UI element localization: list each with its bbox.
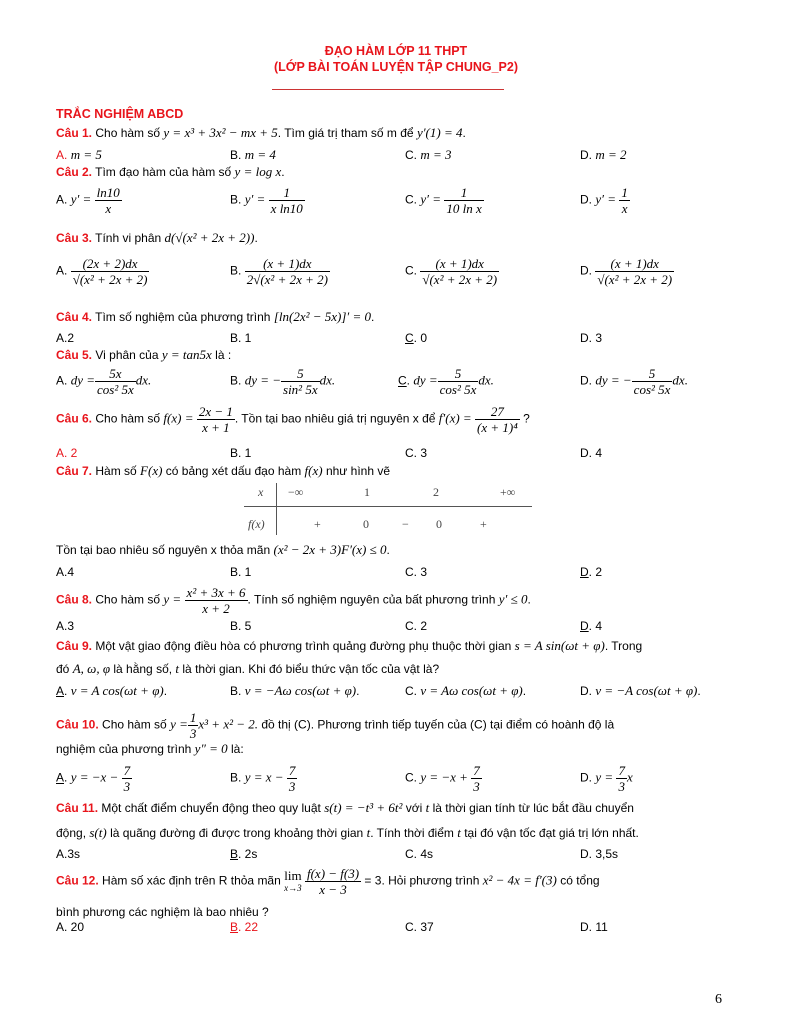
q10-text2: đồ thị (C). Phương trình tiếp tuyến của (C) tại điểm có hoành độ là [261,717,615,732]
q12-text3: có tổng [560,873,600,888]
q1-option-b[interactable] [230,147,276,163]
question-8 [56,585,531,616]
q6-label: Câu 6. [56,411,93,426]
q8-d-letter: D [580,619,589,633]
q10-line2f: y″ = 0 [194,741,228,756]
q11-label: Câu 11. [56,801,99,815]
sign-table-fx-label: f(x) [248,517,265,531]
q10-a-den: 3 [123,779,131,794]
q3-b-fraction [245,256,330,287]
q1-a-value: m = 5 [70,147,102,162]
q2-end: . [281,165,285,179]
q5-c-dot: . [406,373,411,388]
q10-text: Cho hàm số [102,717,167,732]
q9-d-value: v = −A cos(ωt + φ) [595,683,698,698]
q3-d-fraction [595,256,674,287]
q10-b-pre: y = x − [244,769,284,785]
q1-formula2: y′(1) = 4 [416,125,463,140]
q4-option-c[interactable] [405,331,427,345]
sign-table-x-label: x [258,485,264,499]
q8-end: . [527,592,531,607]
page-number: 6 [715,992,722,1007]
q2-c-num: 1 [444,185,483,201]
q3-b-letter: B. [230,263,242,278]
q11-b-rest: . 2s [238,847,258,861]
q5-d-num: 5 [632,366,673,382]
q10-d-fraction [616,763,627,794]
q3-end: . [254,231,258,245]
q1-option-a[interactable] [56,147,102,163]
q8-d-rest: . 4 [588,619,603,633]
q10-option-d[interactable] [580,763,633,794]
q6-f-num: 2x − 1 [198,404,233,419]
sign-table-x-3: +∞ [500,485,516,499]
sign-table-x-0: −∞ [288,485,304,499]
q5-b-fraction [281,366,320,397]
q8-num: x² + 3x + 6 [186,585,246,600]
q12-den: x − 3 [319,882,347,897]
q5-text2: là : [215,348,232,362]
q7-formula: (x² − 2x + 3)F′(x) ≤ 0 [273,542,387,557]
question-4 [56,309,374,325]
q12-lim: lim [284,867,302,883]
q3-option-d[interactable] [580,256,674,287]
question-3 [56,230,258,246]
q5-a-num: 5x [95,366,136,382]
q2-option-b[interactable] [230,185,305,216]
q5-c-pre: dy = [413,372,438,388]
q11-text: Một chất điểm chuyển động theo quy luật [101,801,321,815]
q5-a-post: dx. [135,372,152,388]
q12-b-rest: . 22 [238,920,259,934]
q12-option-c[interactable]: C. 37 [405,920,434,934]
q12-option-a[interactable]: A. 20 [56,920,85,934]
q1-a-letter: A. [56,148,68,162]
q9-a-letter: A [56,684,65,698]
q8-label: Câu 8. [56,592,93,607]
q5-d-letter: D. [580,373,592,388]
q11-line2d: tại đó vận tốc đạt giá trị lớn nhất. [464,826,639,840]
q9-c-letter: C. [405,684,417,698]
q8-option-d[interactable] [580,619,602,633]
q9-line2a: đó [56,662,70,676]
q9-c-end: . [522,684,527,698]
q2-formula: y = log x [234,164,282,179]
q3-a-den: √(x² + 2x + 2) [72,272,148,287]
q3-option-c[interactable] [405,256,499,287]
q5-b-pre: dy = − [244,372,282,388]
q8-fraction [185,585,248,616]
title-divider [272,89,504,90]
q12-label: Câu 12. [56,873,99,888]
q5-d-fraction [632,366,673,397]
q3-a-fraction [71,256,150,287]
q11-line2a: động, [56,826,87,840]
q10-a-num: 7 [123,763,131,778]
sign-table-hline [244,506,532,507]
q9-line2f: A, ω, φ [72,661,111,676]
q8-text: Cho hàm số [95,592,161,607]
question-2 [56,164,285,180]
q7-option-a[interactable]: A.4 [56,565,75,579]
q6-text2: . Tồn tại bao nhiêu giá trị nguyên x để [234,411,436,426]
q4-text: Tìm số nghiệm của phương trình [95,310,271,324]
q7-end: . [386,543,390,557]
q6-end: ? [523,411,530,426]
q5-d-pre: dy = − [595,372,632,388]
q4-label: Câu 4. [56,310,93,324]
q12-num: f(x) − f(3) [306,866,360,881]
q1-c-value: m = 3 [420,147,452,162]
q10-d-num: 7 [618,763,625,778]
q6-option-d[interactable]: D. 4 [580,446,603,460]
q10-a-pre: y = −x − [70,769,119,785]
q1-c-letter: C. [405,148,417,162]
q6-g-num: 27 [475,404,520,420]
q6-f-fraction [197,404,235,435]
q11-formula: s(t) = −t³ + 6t² [324,800,403,815]
q10-f-fraction [188,710,199,741]
q1-d-value: m = 2 [595,147,627,162]
q11-b-letter: B [230,847,239,861]
q8-option-b[interactable]: B. 5 [230,619,252,633]
q1-label: Câu 1. [56,126,93,140]
q10-a-fraction [122,763,133,794]
q11-line2t2: t [457,825,461,840]
q10-d-letter: D. [580,770,592,785]
q5-text: Vi phân của [95,348,159,362]
q8-text2: . Tính số nghiệm nguyên của bất phương trình [247,592,496,607]
q5-d-den: cos² 5x [633,382,671,397]
q10-b-letter: B. [230,770,242,785]
q2-a-fraction [95,185,122,216]
q5-d-post: dx. [672,372,688,388]
q3-a-letter: A. [56,263,68,278]
q3-label: Câu 3. [56,231,93,245]
q10-c-num: 7 [473,763,480,778]
q9-line2b: là hằng số, [113,662,173,676]
q10-line2: nghiệm của phương trình [56,742,192,756]
q11-line2t: t [366,825,371,840]
q9-line2c: là thời gian. Khi đó biểu thức vận tốc của vật là? [182,662,440,676]
q5-option-a[interactable] [56,366,151,397]
q10-d-pre: y = [595,769,614,785]
q3-d-num: (x + 1)dx [595,256,674,272]
q7-fx: F(x) [140,463,163,478]
q5-option-d[interactable] [580,366,688,397]
q7-label: Câu 7. [56,464,93,478]
q9-c-value: v = Aω cos(ωt + φ) [420,683,523,698]
q8-lhs: y = [163,591,182,607]
q5-b-num: 5 [281,366,320,382]
q9-text2: . Trong [604,639,643,653]
q3-text: Tính vi phân [95,231,162,245]
q10-f-pre: y = [170,716,188,732]
q3-c-num: (x + 1)dx [420,256,499,272]
q6-g-lhs: f′(x) = [438,410,472,426]
question-7-line2 [56,542,390,558]
question-10-line2 [56,741,244,757]
q5-c-letter: C [398,373,407,388]
q2-b-fraction [269,185,305,216]
q10-b-num: 7 [288,763,296,778]
q2-c-fraction [444,185,483,216]
q5-b-letter: B. [230,373,242,388]
q3-formula: d(√(x² + 2x + 2)) [164,230,255,245]
q4-c-rest: . 0 [413,331,428,345]
q10-a-dot: . [64,770,68,785]
q2-d-letter: D. [580,192,592,207]
q2-b-den: x ln10 [270,201,303,216]
sign-table-sign-2: − [402,517,409,531]
q11-option-b[interactable] [230,847,257,861]
question-1 [56,125,466,141]
q9-d-letter: D. [580,684,592,698]
q4-option-b[interactable]: B. 1 [230,331,252,345]
q1-text: Cho hàm số [95,126,161,140]
doc-subtitle: (LỚP BÀI TOÁN LUYỆN TẬP CHUNG_P2) [273,60,519,74]
q8-den: x + 2 [202,601,230,616]
q9-a-value: v = A cos(ωt + φ) [70,683,164,698]
q9-b-letter: B. [230,684,242,698]
q5-option-c[interactable] [398,366,494,397]
q3-d-letter: D. [580,263,592,278]
q2-b-letter: B. [230,192,242,207]
q11-text3: là thời gian tính từ lúc bắt đầu chuyển [432,801,634,815]
q2-b-lhs: y′ = [244,191,266,207]
q4-option-a[interactable]: A.2 [56,331,75,345]
q9-d-end: . [697,684,701,698]
q10-option-c[interactable] [405,763,482,794]
q5-c-fraction [438,366,479,397]
q10-c-letter: C. [405,770,417,785]
q5-c-den: cos² 5x [439,382,477,397]
q10-f-post: x³ + x² − 2. [198,716,259,732]
q5-b-post: dx. [319,372,336,388]
sign-table-x-1: 1 [364,485,370,499]
q5-a-fraction [95,366,136,397]
q7-fx2: f(x) [304,463,323,478]
q9-option-a[interactable] [56,683,167,699]
q3-d-den: √(x² + 2x + 2) [597,272,673,287]
q7-text: Hàm số [95,464,137,478]
q2-d-lhs: y′ = [595,191,616,207]
q12-lim-sub: x→3 [284,882,302,893]
question-12-line2: bình phương các nghiệm là bao nhiêu ? [56,905,269,919]
q9-option-c[interactable] [405,683,526,699]
q11-option-c[interactable]: C. 4s [405,847,434,861]
q9-formula: s = A sin(ωt + φ) [514,638,605,653]
q7-d-letter: D [580,565,589,579]
q2-c-lhs: y′ = [420,191,441,207]
q12-text2: = 3. Hỏi phương trình [364,873,480,888]
question-5 [56,347,231,363]
q11-line2b: là quãng đường đi được trong khoảng thời gian [110,826,364,840]
q1-b-letter: B. [230,148,242,162]
q10-c-fraction [471,763,482,794]
sign-table-sign-3: 0 [436,517,442,531]
sign-table-sign-1: 0 [363,517,369,531]
section-heading: TRẮC NGHIỆM ABCD [56,107,184,121]
q4-c-letter: C [405,331,414,345]
q1-b-value: m = 4 [244,147,276,162]
sign-table-sign-0: + [314,517,321,531]
question-9 [56,638,642,654]
q2-b-num: 1 [269,185,305,201]
q12-b-letter: B [230,920,239,934]
q12-text: Hàm số xác định trên R thỏa mãn [102,873,281,888]
q2-c-den: 10 ln x [446,201,482,216]
q2-d-num: 1 [621,185,628,200]
q9-option-b[interactable] [230,683,359,699]
q11-text2: với [405,801,423,815]
q5-a-den: cos² 5x [96,382,134,397]
question-9-line2 [56,661,439,677]
q9-b-value: v = −Aω cos(ωt + φ) [244,683,357,698]
q5-a-letter: A. [56,373,68,388]
q5-formula: y = tan5x [161,347,212,362]
q6-option-b[interactable]: B. 1 [230,446,252,460]
sign-table-sign-4: + [480,517,487,531]
q9-a-end: . [163,684,168,698]
q3-a-num: (2x + 2)dx [71,256,150,272]
q5-option-b[interactable] [230,366,335,397]
q12-formula: x² − 4x = f′(3) [482,872,557,888]
q7-text2: có bảng xét dấu đạo hàm [165,464,302,478]
q7-option-b[interactable]: B. 1 [230,565,252,579]
q4-end: . [371,310,375,324]
q6-f-lhs: f(x) = [163,410,194,426]
doc-title: ĐẠO HÀM LỚP 11 THPT [324,44,468,58]
q6-option-c[interactable]: C. 3 [405,446,428,460]
q10-option-b[interactable] [230,763,297,794]
q10-a-letter: A [56,770,65,785]
q10-c-pre: y = −x + [420,769,468,785]
q3-c-letter: C. [405,263,417,278]
q7-option-d[interactable] [580,565,602,579]
q1-d-letter: D. [580,148,592,162]
q3-c-fraction [420,256,499,287]
q7-text4: Tồn tại bao nhiêu số nguyên x thỏa mãn [56,543,271,557]
q1-end: . [462,126,466,140]
q10-f-den: 3 [189,726,197,741]
q11-t: t [425,800,430,815]
q12-limit [284,869,302,895]
q10-b-den: 3 [288,779,296,794]
q9-text: Một vật giao động điều hòa có phương trình quảng đường phụ thuộc thời gian [95,639,512,653]
sign-table [244,483,532,535]
q3-b-den: 2√(x² + 2x + 2) [246,272,328,287]
q2-d-den: x [621,201,628,216]
q6-option-a[interactable]: A. 2 [56,446,78,460]
q11-option-d[interactable]: D. 3,5s [580,847,619,861]
q2-text: Tìm đạo hàm của hàm số [95,165,232,179]
q3-b-num: (x + 1)dx [245,256,330,272]
q11-option-a[interactable]: A.3s [56,847,81,861]
q4-option-d[interactable]: D. 3 [580,331,603,345]
q12-option-b[interactable] [230,920,258,934]
q5-b-den: sin² 5x [283,382,318,397]
q1-formula: y = x³ + 3x² − mx + 5 [163,125,278,140]
q5-c-post: dx. [478,372,494,388]
q6-g-den: (x + 1)⁴ [477,420,518,435]
q5-c-num: 5 [438,366,479,382]
q9-b-end: . [356,684,360,698]
q2-option-d[interactable] [580,185,630,216]
q9-line2t: t [175,661,180,676]
q1-option-c[interactable] [405,147,452,163]
q6-f-den: x + 1 [202,420,230,435]
question-11-line2 [56,825,639,841]
question-10 [56,710,614,741]
question-12 [56,866,600,897]
q9-a-dot: . [64,684,68,698]
q4-formula: [ln(2x² − 5x)]′ = 0 [273,309,372,324]
q10-d-den: 3 [618,779,625,794]
q10-c-den: 3 [473,779,480,794]
q2-label: Câu 2. [56,165,93,179]
q11-line2c: . Tính thời điểm [370,826,454,840]
q5-label: Câu 5. [56,348,93,362]
q2-a-letter: A. [56,192,68,207]
q8-option-a[interactable]: A.3 [56,619,75,633]
q2-d-fraction [619,185,630,216]
question-11 [56,800,634,816]
q2-option-c[interactable] [405,185,484,216]
q3-option-a[interactable] [56,256,149,287]
q7-text3: như hình vẽ [325,464,391,478]
q10-option-a[interactable] [56,763,132,794]
q6-g-fraction [475,404,520,435]
q10-label: Câu 10. [56,717,99,732]
q2-option-a[interactable] [56,185,122,216]
q9-label: Câu 9. [56,639,93,653]
q1-text2: . Tìm giá trị tham số m để [277,126,414,140]
q7-d-rest: . 2 [588,565,603,579]
q8-formula: y′ ≤ 0 [498,591,528,607]
q5-a-pre: dy = [70,372,95,388]
q8-option-c[interactable]: C. 2 [405,619,428,633]
sign-table-vline [276,483,277,535]
q2-a-num: ln10 [96,185,120,200]
q6-text: Cho hàm số [95,411,161,426]
q10-b-fraction [287,763,298,794]
q10-f-num: 1 [189,710,197,725]
q7-option-c[interactable]: C. 3 [405,565,428,579]
q12-fraction [305,866,361,897]
q10-d-post: x [626,769,633,785]
q1-option-d[interactable] [580,147,627,163]
q2-a-lhs: y′ = [70,191,92,207]
q11-line2f: s(t) [89,825,107,840]
q3-option-b[interactable] [230,256,330,287]
sign-table-x-2: 2 [433,485,439,499]
question-6 [56,404,530,435]
q10-line2b: là: [230,742,244,756]
q2-a-den: x [105,201,112,216]
q9-option-d[interactable] [580,683,701,699]
q3-c-den: √(x² + 2x + 2) [422,272,498,287]
q12-option-d[interactable]: D. 11 [580,920,608,934]
q2-c-letter: C. [405,192,417,207]
question-7 [56,463,390,479]
